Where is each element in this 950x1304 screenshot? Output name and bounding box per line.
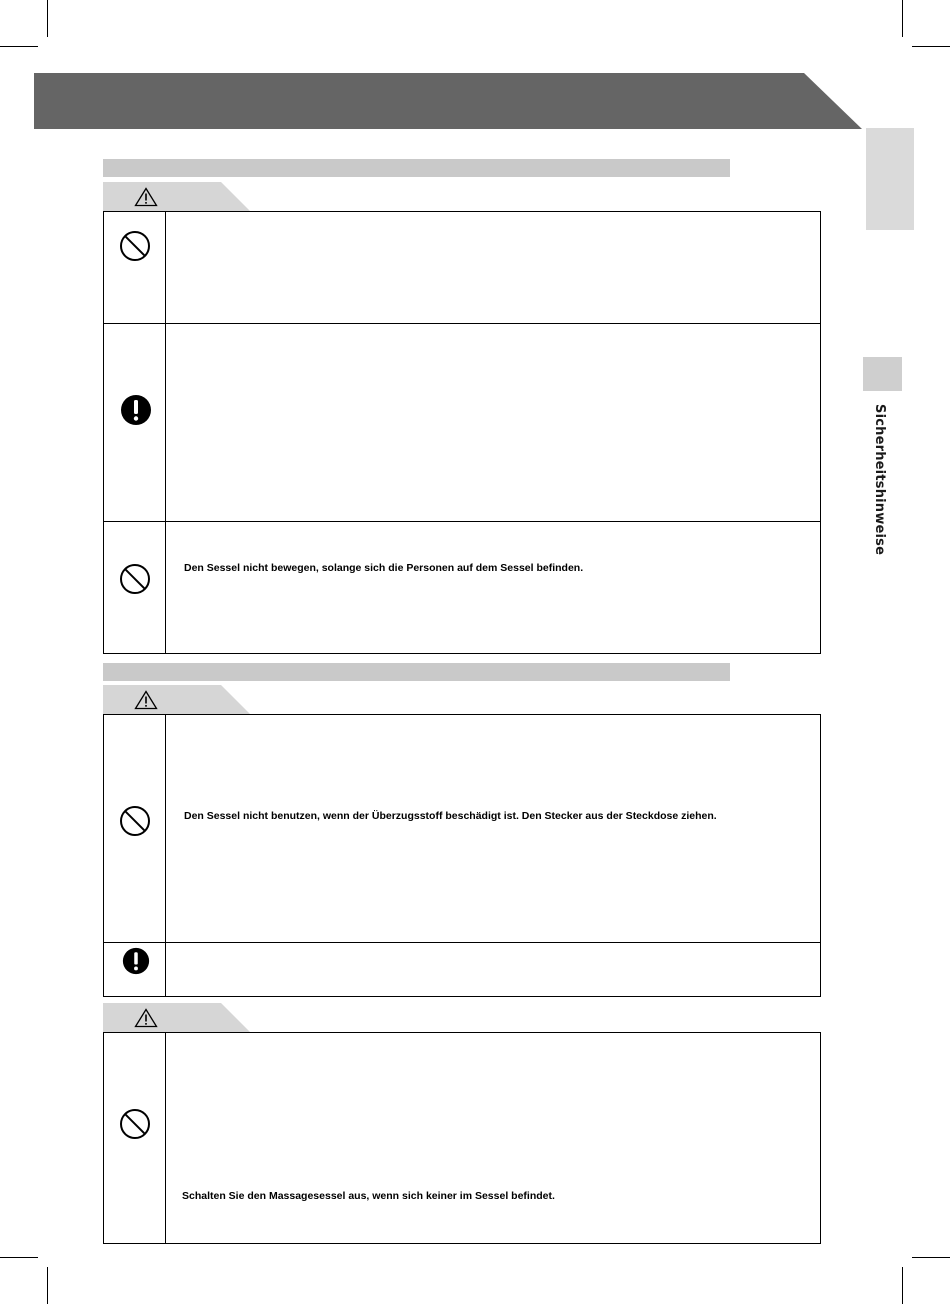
crop-mark (912, 1257, 950, 1258)
instruction-text: Schalten Sie den Massagesessel aus, wenn sich keiner im Sessel befindet. (182, 1190, 555, 1202)
crop-mark (0, 1257, 38, 1258)
warning-triangle-icon (134, 690, 158, 710)
instruction-text: Den Sessel nicht bewegen, solange sich die Personen auf dem Sessel befinden. (184, 562, 584, 574)
warning-panel (103, 714, 821, 997)
warning-tag (103, 685, 250, 714)
warning-panel (103, 211, 821, 654)
header-band (34, 73, 862, 129)
section-bar (103, 663, 730, 681)
side-tab (866, 128, 914, 230)
prohibition-icon (119, 1108, 151, 1140)
crop-mark (902, 0, 903, 37)
row-divider (104, 942, 820, 943)
warning-triangle-icon (134, 1008, 158, 1028)
mandatory-icon (122, 947, 150, 975)
crop-mark (47, 1267, 48, 1304)
crop-mark (0, 46, 38, 47)
side-tab-marker (863, 357, 902, 391)
prohibition-icon (119, 805, 151, 837)
crop-mark (902, 1267, 903, 1304)
mandatory-icon (120, 394, 152, 426)
section-bar (103, 159, 730, 177)
instruction-text: Den Sessel nicht benutzen, wenn der Überzugsstoff beschädigt ist. Den Stecker aus der Steckdose ziehen. (184, 810, 717, 822)
crop-mark (47, 0, 48, 37)
row-divider (104, 323, 820, 324)
warning-triangle-icon (134, 187, 158, 207)
prohibition-icon (119, 563, 151, 595)
row-divider (104, 521, 820, 522)
warning-tag (103, 182, 250, 211)
crop-mark (912, 46, 950, 47)
caution-panel (103, 1032, 821, 1244)
side-section-label: Sicherheitshinweise (872, 404, 887, 556)
caution-tag (103, 1003, 250, 1032)
prohibition-icon (119, 230, 151, 262)
